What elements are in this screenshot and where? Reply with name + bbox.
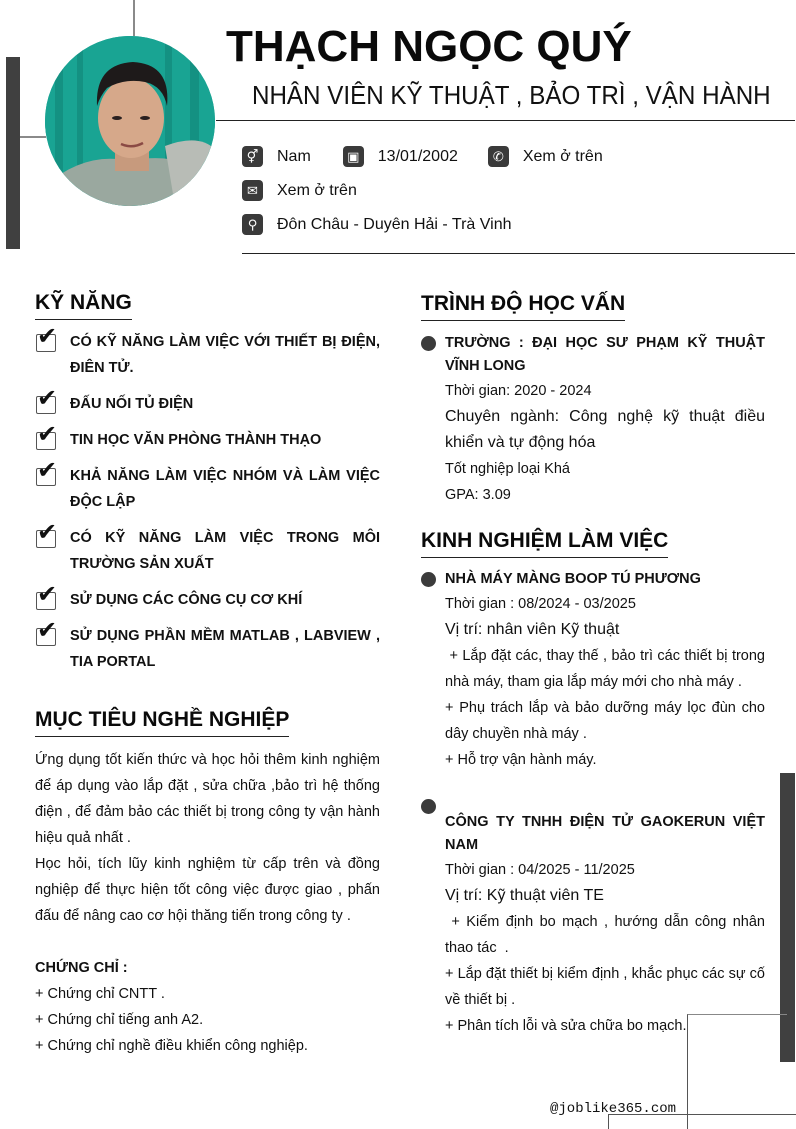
gender-icon: ⚥ <box>242 146 263 167</box>
checkbox-icon: ✔ <box>37 457 58 484</box>
contact-address <box>242 214 511 235</box>
checkbox-icon: ✔ <box>37 421 58 448</box>
job-time: Thời gian : 08/2024 - 03/2025 <box>445 596 636 612</box>
phone-value[interactable]: Xem ở trên <box>522 147 603 165</box>
decorative-line-top <box>133 0 135 36</box>
location-icon: ⚲ <box>242 214 263 235</box>
checkbox-icon: ✔ <box>37 519 58 546</box>
contact-divider <box>242 253 795 254</box>
job-title: NHÂN VIÊN KỸ THUẬT , BẢO TRÌ , VẬN HÀNH <box>252 80 771 110</box>
job-position: Vị trí: nhân viên Kỹ thuật <box>445 621 620 638</box>
objective-paragraph: Học hỏi, tích lũy kinh nghiệm từ cấp trên và đồng nghiệp để thực hiện tốt công việc được giao , phấn đấu để nâng cao cơ hội thăng tiến trong công ty . <box>35 856 380 924</box>
certificate-item: + Chứng chỉ CNTT . <box>35 986 165 1002</box>
certificate-item: + Chứng chỉ tiếng anh A2. <box>35 1012 204 1028</box>
checkbox-icon: ✔ <box>37 385 58 412</box>
avatar <box>45 36 215 206</box>
mail-icon: ✉ <box>242 180 263 201</box>
certificates-title: CHỨNG CHỈ : <box>35 960 128 976</box>
job-duty: + Hỗ trợ vận hành máy. <box>445 752 597 768</box>
objective-paragraph: Ứng dụng tốt kiến thức và học hỏi thêm kinh nghiệm để áp dụng vào lắp đặt , sửa chữa ,bảo trì hệ thống điện , để đảm bảo các thiết bị trong công ty vận hành hiệu quả nhất . <box>35 752 380 846</box>
checkbox-icon: ✔ <box>37 581 58 608</box>
objective-text <box>35 747 380 1059</box>
skill-item: ✔ CÓ KỸ NĂNG LÀM VIỆC TRONG MÔI TRƯỜNG SẢN XUẤT <box>37 519 380 572</box>
candidate-name: THẠCH NGỌC QUÝ <box>226 22 632 71</box>
address-value: Đôn Châu - Duyên Hải - Trà Vinh <box>277 215 512 233</box>
job-duty: + Kiểm định bo mạch , hướng dẫn công nhân thao tác . <box>445 914 770 956</box>
watermark: @joblike365.com <box>550 1101 677 1117</box>
skill-item: ✔ SỬ DỤNG CÁC CÔNG CỤ CƠ KHÍ <box>35 587 380 613</box>
avatar-photo <box>45 36 215 206</box>
header-divider <box>216 120 795 121</box>
job-duty: + Phụ trách lắp và bảo dưỡng máy lọc đùn cho dây chuyền nhà máy . <box>445 700 765 742</box>
job-entry <box>421 568 770 773</box>
contact-phone <box>488 146 603 167</box>
education-grade: Tốt nghiệp loại Khá <box>445 461 570 477</box>
experience-title: KINH NGHIỆM LÀM VIỆC <box>421 529 668 558</box>
bullet-icon <box>421 799 436 814</box>
contact-row-1 <box>242 146 633 167</box>
company-name: NHÀ MÁY MÀNG BOOP TÚ PHƯƠNG <box>445 571 701 587</box>
contact-email <box>242 180 357 201</box>
education-major: Chuyên ngành: Công nghệ kỹ thuật điều khiển và tự động hóa <box>445 408 765 451</box>
contact-gender <box>242 146 311 167</box>
certificate-item: + Chứng chỉ nghề điều khiển công nghiệp. <box>35 1038 308 1054</box>
education-time: Thời gian: 2020 - 2024 <box>445 383 592 399</box>
job-time: Thời gian : 04/2025 - 11/2025 <box>445 862 635 878</box>
skill-item: ✔ CÓ KỸ NĂNG LÀM VIỆC VỚI THIẾT BỊ ĐIỆN, ĐIÊN TỬ. <box>37 323 380 376</box>
checkbox-icon: ✔ <box>37 617 58 644</box>
job-duty: + Lắp đặt thiết bị kiểm định , khắc phục các sự cố về thiết bị . <box>445 966 765 1008</box>
job-position: Vị trí: Kỹ thuật viên TE <box>445 887 604 904</box>
education-gpa: GPA: 3.09 <box>445 487 511 503</box>
education-title: TRÌNH ĐỘ HỌC VẤN <box>421 292 625 321</box>
skills-title: KỸ NĂNG <box>35 291 132 320</box>
bullet-icon <box>421 572 436 587</box>
gender-value: Nam <box>277 147 311 165</box>
job-duty: + Phân tích lỗi và sửa chữa bo mạch. <box>445 1018 687 1034</box>
company-name: CÔNG TY TNHH ĐIỆN TỬ GAOKERUN VIỆT NAM <box>445 814 765 853</box>
email-value[interactable]: Xem ở trên <box>277 181 357 199</box>
decorative-bar-left <box>6 57 20 249</box>
job-duty: + Lắp đặt các, thay thế , bảo trì các thiết bị trong nhà máy, tham gia lắp máy mới cho nhà máy . <box>445 648 770 690</box>
objective-title: MỤC TIÊU NGHỀ NGHIỆP <box>35 708 289 737</box>
calendar-icon: ▣ <box>343 146 364 167</box>
skill-item: ✔ TIN HỌC VĂN PHÒNG THÀNH THẠO <box>35 427 380 453</box>
birthday-value: 13/01/2002 <box>377 147 458 165</box>
skill-item: ✔ SỬ DỤNG PHẦN MỀM MATLAB , LABVIEW , TIA PORTAL <box>37 617 380 670</box>
skill-item: ✔ ĐẤU NỐI TỦ ĐIỆN <box>35 391 380 417</box>
job-entry <box>421 799 770 1039</box>
skill-item: ✔ KHẢ NĂNG LÀM VIỆC NHÓM VÀ LÀM VIỆC ĐỘC LẬP <box>37 457 380 510</box>
bullet-icon <box>421 336 436 351</box>
education-entry <box>421 332 765 508</box>
decorative-line-left <box>20 136 46 138</box>
school-name: TRƯỜNG : ĐẠI HỌC SƯ PHẠM KỸ THUẬT VĨNH LONG <box>445 335 765 374</box>
contact-birthday <box>343 146 458 167</box>
checkbox-icon: ✔ <box>37 323 58 350</box>
phone-icon: ✆ <box>488 146 509 167</box>
